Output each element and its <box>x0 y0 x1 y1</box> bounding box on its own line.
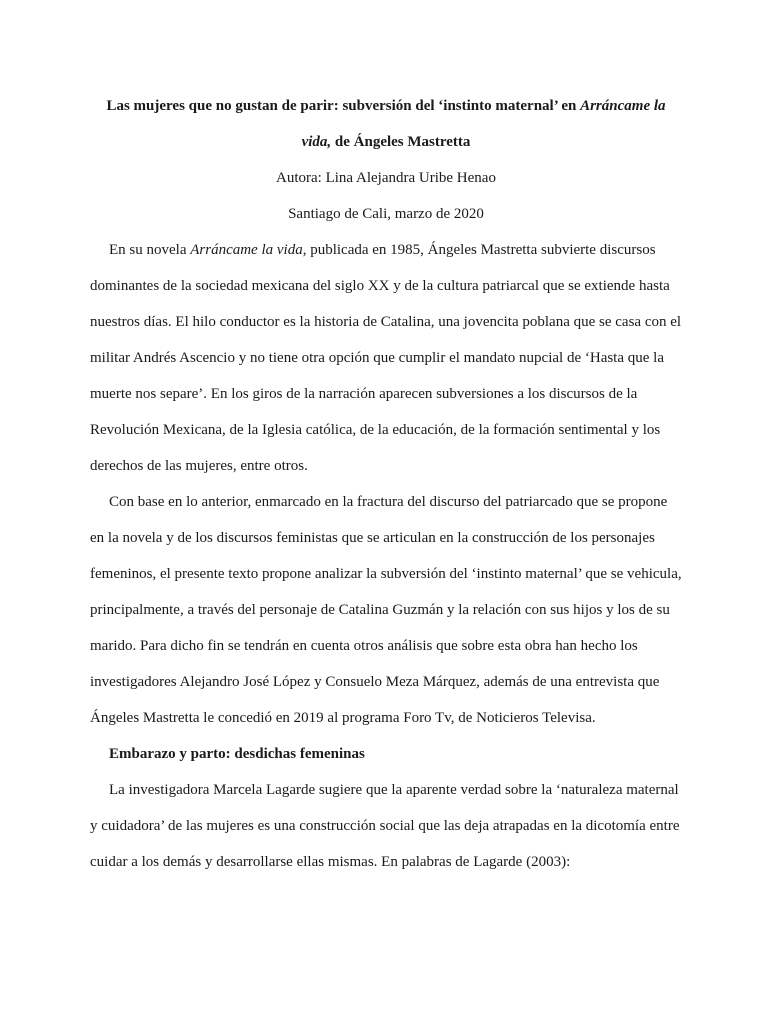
paragraph-intro-rest: , publicada en 1985, Ángeles Mastretta subvierte discursos dominantes de la sociedad mexicana del siglo XX y de la cultura patriarcal que se extiende hasta nuestros días. El hilo conductor es la historia de Catalina, una jovencita poblana que se casa con el militar Andrés Ascencio y no tiene otra opción que cumplir el mandato nupcial de ‘Hasta que la muerte nos separe’. En los giros de la narración aparecen subversiones a los discursos de la Revolución Mexicana, de la Iglesia católica, de la educación, de la formación sentimental y los derechos de las mujeres, entre otros. <box>90 242 682 474</box>
place-date-line: Santiago de Cali, marzo de 2020 <box>288 206 484 222</box>
paragraph-intro-start: En su novela <box>109 242 191 258</box>
title-book-name: Arráncame la vida, <box>301 98 666 150</box>
title-author-text: de Ángeles Mastretta <box>331 134 471 150</box>
paragraph-lagarde: La investigadora Marcela Lagarde sugiere que la aparente verdad sobre la ‘naturaleza maternal y cuidadora’ de las mujeres es una construcción social que las deja atrapadas en la dicotomía entre cuidar a los demás y desarrollarse ellas mismas. En palabras de Lagarde (2003): <box>90 782 680 870</box>
paragraph-intro-book-name: Arráncame la vida <box>190 242 303 258</box>
paragraph-objective: Con base en lo anterior, enmarcado en la fractura del discurso del patriarcado que se propone en la novela y de los discursos feministas que se articulan en la construcción de los personajes femeninos, el presente texto propone analizar la subversión del ‘instinto maternal’ que se vehicula, principalmente, a través del personaje de Catalina Guzmán y la relación con sus hijos y los de su marido. Para dicho fin se tendrán en cuenta otros análisis que sobre esta obra han hecho los investigadores Alejandro José López y Consuelo Meza Márquez, además de una entrevista que Ángeles Mastretta le concedió en 2019 al programa Foro Tv, de Noticieros Televisa. <box>90 494 682 726</box>
author-line: Autora: Lina Alejandra Uribe Henao <box>276 170 496 186</box>
section-heading: Embarazo y parto: desdichas femeninas <box>109 746 365 762</box>
paragraph-intro <box>90 232 682 484</box>
document-title <box>90 88 682 160</box>
title-text: Las mujeres que no gustan de parir: subversión del ‘instinto maternal’ en <box>106 98 581 114</box>
